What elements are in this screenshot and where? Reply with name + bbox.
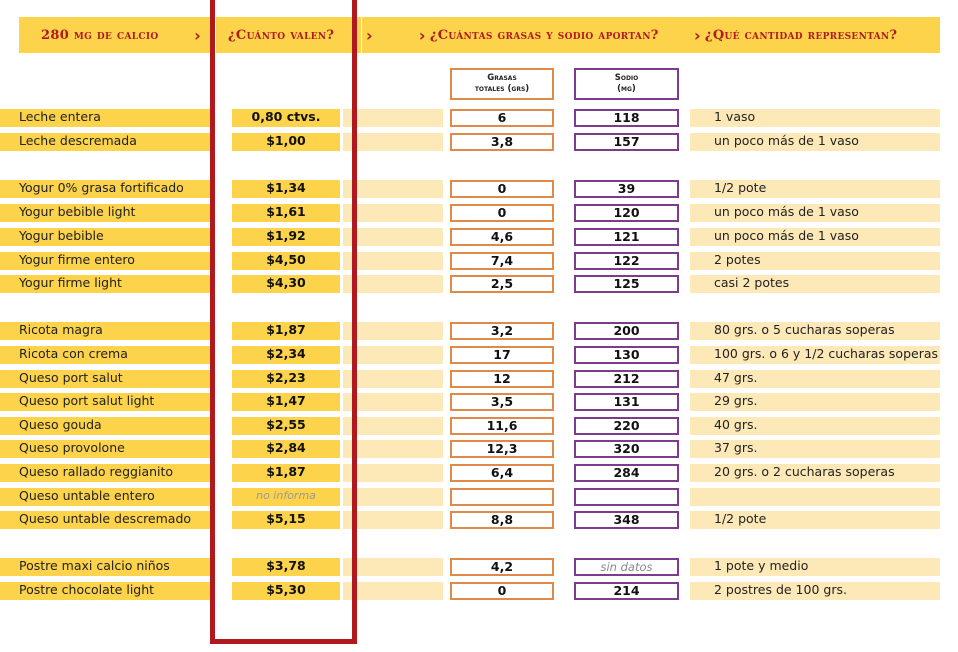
row-amount: 37 grs.: [690, 440, 940, 458]
row-price: $5,30: [232, 582, 340, 600]
row-price: $4,50: [232, 252, 340, 270]
header-col2-label: ¿Cuánto valen?: [228, 27, 335, 43]
row-amount: 1 pote y medio: [690, 558, 940, 576]
row-sodium-value: 122: [574, 252, 679, 270]
row-product-name: Yogur bebible light: [0, 204, 212, 222]
row-price: $2,84: [232, 440, 340, 458]
row-price: $1,34: [232, 180, 340, 198]
row-spacer: [343, 228, 443, 246]
row-sodium-value: 39: [574, 180, 679, 198]
row-price: $2,23: [232, 370, 340, 388]
row-product-name: Queso provolone: [0, 440, 212, 458]
subheader-fat-label: Grasas totales (grs): [474, 73, 530, 94]
row-spacer: [343, 322, 443, 340]
row-product-name: Yogur firme light: [0, 275, 212, 293]
row-product-name: Queso untable entero: [0, 488, 212, 506]
row-price: $4,30: [232, 275, 340, 293]
row-spacer: [343, 370, 443, 388]
row-amount: 1 vaso: [690, 109, 940, 127]
row-amount: un poco más de 1 vaso: [690, 133, 940, 151]
row-price: $1,47: [232, 393, 340, 411]
row-sodium-value: 220: [574, 417, 679, 435]
row-sodium-value: 157: [574, 133, 679, 151]
row-amount: 80 grs. o 5 cucharas soperas: [690, 322, 940, 340]
row-spacer: [343, 346, 443, 364]
row-amount: 1/2 pote: [690, 180, 940, 198]
row-amount: 2 potes: [690, 252, 940, 270]
row-amount: 29 grs.: [690, 393, 940, 411]
row-price: $1,00: [232, 133, 340, 151]
row-product-name: Leche descremada: [0, 133, 212, 151]
header-col3-label: ¿Cuántas grasas y sodio aportan?: [429, 27, 659, 43]
row-spacer: [343, 204, 443, 222]
row-product-name: Queso port salut: [0, 370, 212, 388]
row-amount: [690, 488, 940, 506]
row-fat-value: 3,8: [450, 133, 554, 151]
row-fat-value: 8,8: [450, 511, 554, 529]
row-spacer: [343, 464, 443, 482]
row-amount: 40 grs.: [690, 417, 940, 435]
header-col4-label: ¿Qué cantidad representan?: [704, 27, 898, 43]
row-amount: 47 grs.: [690, 370, 940, 388]
subheader-sodium-label: Sodio (mg): [614, 73, 639, 94]
row-fat-value: [450, 488, 554, 506]
row-fat-value: 0: [450, 204, 554, 222]
row-spacer: [343, 511, 443, 529]
row-fat-value: 3,5: [450, 393, 554, 411]
row-price: $1,87: [232, 464, 340, 482]
row-product-name: Yogur bebible: [0, 228, 212, 246]
row-spacer: [343, 180, 443, 198]
row-sodium-value: 214: [574, 582, 679, 600]
row-fat-value: 4,2: [450, 558, 554, 576]
row-amount: 100 grs. o 6 y 1/2 cucharas soperas: [690, 346, 940, 364]
row-fat-value: 11,6: [450, 417, 554, 435]
row-price: 0,80 ctvs.: [232, 109, 340, 127]
chevron-right-icon: ›: [694, 25, 701, 45]
row-product-name: Yogur 0% grasa fortificado: [0, 180, 212, 198]
row-sodium-value: 212: [574, 370, 679, 388]
row-amount: 2 postres de 100 grs.: [690, 582, 940, 600]
row-fat-value: 12,3: [450, 440, 554, 458]
row-product-name: Ricota magra: [0, 322, 212, 340]
row-sodium-value: 200: [574, 322, 679, 340]
row-spacer: [343, 109, 443, 127]
row-product-name: Queso port salut light: [0, 393, 212, 411]
row-fat-value: 3,2: [450, 322, 554, 340]
row-spacer: [343, 582, 443, 600]
row-amount: un poco más de 1 vaso: [690, 204, 940, 222]
row-price: $3,78: [232, 558, 340, 576]
row-spacer: [343, 440, 443, 458]
row-price: no informa: [232, 488, 340, 506]
chevron-right-icon: ›: [194, 25, 201, 45]
row-sodium-value: 284: [574, 464, 679, 482]
row-product-name: Postre chocolate light: [0, 582, 212, 600]
row-sodium-value: 320: [574, 440, 679, 458]
row-fat-value: 12: [450, 370, 554, 388]
row-sodium-value: 125: [574, 275, 679, 293]
row-sodium-value: [574, 488, 679, 506]
row-price: $2,34: [232, 346, 340, 364]
row-price: $1,92: [232, 228, 340, 246]
row-product-name: Queso untable descremado: [0, 511, 212, 529]
row-fat-value: 6: [450, 109, 554, 127]
row-fat-value: 4,6: [450, 228, 554, 246]
row-spacer: [343, 252, 443, 270]
row-fat-value: 0: [450, 180, 554, 198]
row-fat-value: 0: [450, 582, 554, 600]
row-sodium-value: 348: [574, 511, 679, 529]
row-product-name: Queso rallado reggianito: [0, 464, 212, 482]
row-amount: casi 2 potes: [690, 275, 940, 293]
row-amount: 20 grs. o 2 cucharas soperas: [690, 464, 940, 482]
row-price: $5,15: [232, 511, 340, 529]
chevron-right-icon: ›: [418, 25, 426, 45]
row-sodium-value: 130: [574, 346, 679, 364]
row-spacer: [343, 558, 443, 576]
row-sodium-value: 118: [574, 109, 679, 127]
row-product-name: Ricota con crema: [0, 346, 212, 364]
row-sodium-value: 131: [574, 393, 679, 411]
row-sodium-value: sin datos: [574, 558, 679, 576]
row-fat-value: 6,4: [450, 464, 554, 482]
row-spacer: [343, 133, 443, 151]
row-sodium-value: 120: [574, 204, 679, 222]
row-amount: un poco más de 1 vaso: [690, 228, 940, 246]
row-price: $2,55: [232, 417, 340, 435]
row-spacer: [343, 417, 443, 435]
row-fat-value: 17: [450, 346, 554, 364]
row-sodium-value: 121: [574, 228, 679, 246]
row-amount: 1/2 pote: [690, 511, 940, 529]
header-col1-label: 280 mg de calcio: [41, 27, 159, 43]
row-fat-value: 2,5: [450, 275, 554, 293]
row-spacer: [343, 488, 443, 506]
row-product-name: Postre maxi calcio niños: [0, 558, 212, 576]
row-product-name: Yogur firme entero: [0, 252, 212, 270]
row-price: $1,61: [232, 204, 340, 222]
row-spacer: [343, 275, 443, 293]
row-product-name: Leche entera: [0, 109, 212, 127]
row-spacer: [343, 393, 443, 411]
chevron-right-icon: ›: [366, 25, 373, 45]
row-product-name: Queso gouda: [0, 417, 212, 435]
row-price: $1,87: [232, 322, 340, 340]
row-fat-value: 7,4: [450, 252, 554, 270]
